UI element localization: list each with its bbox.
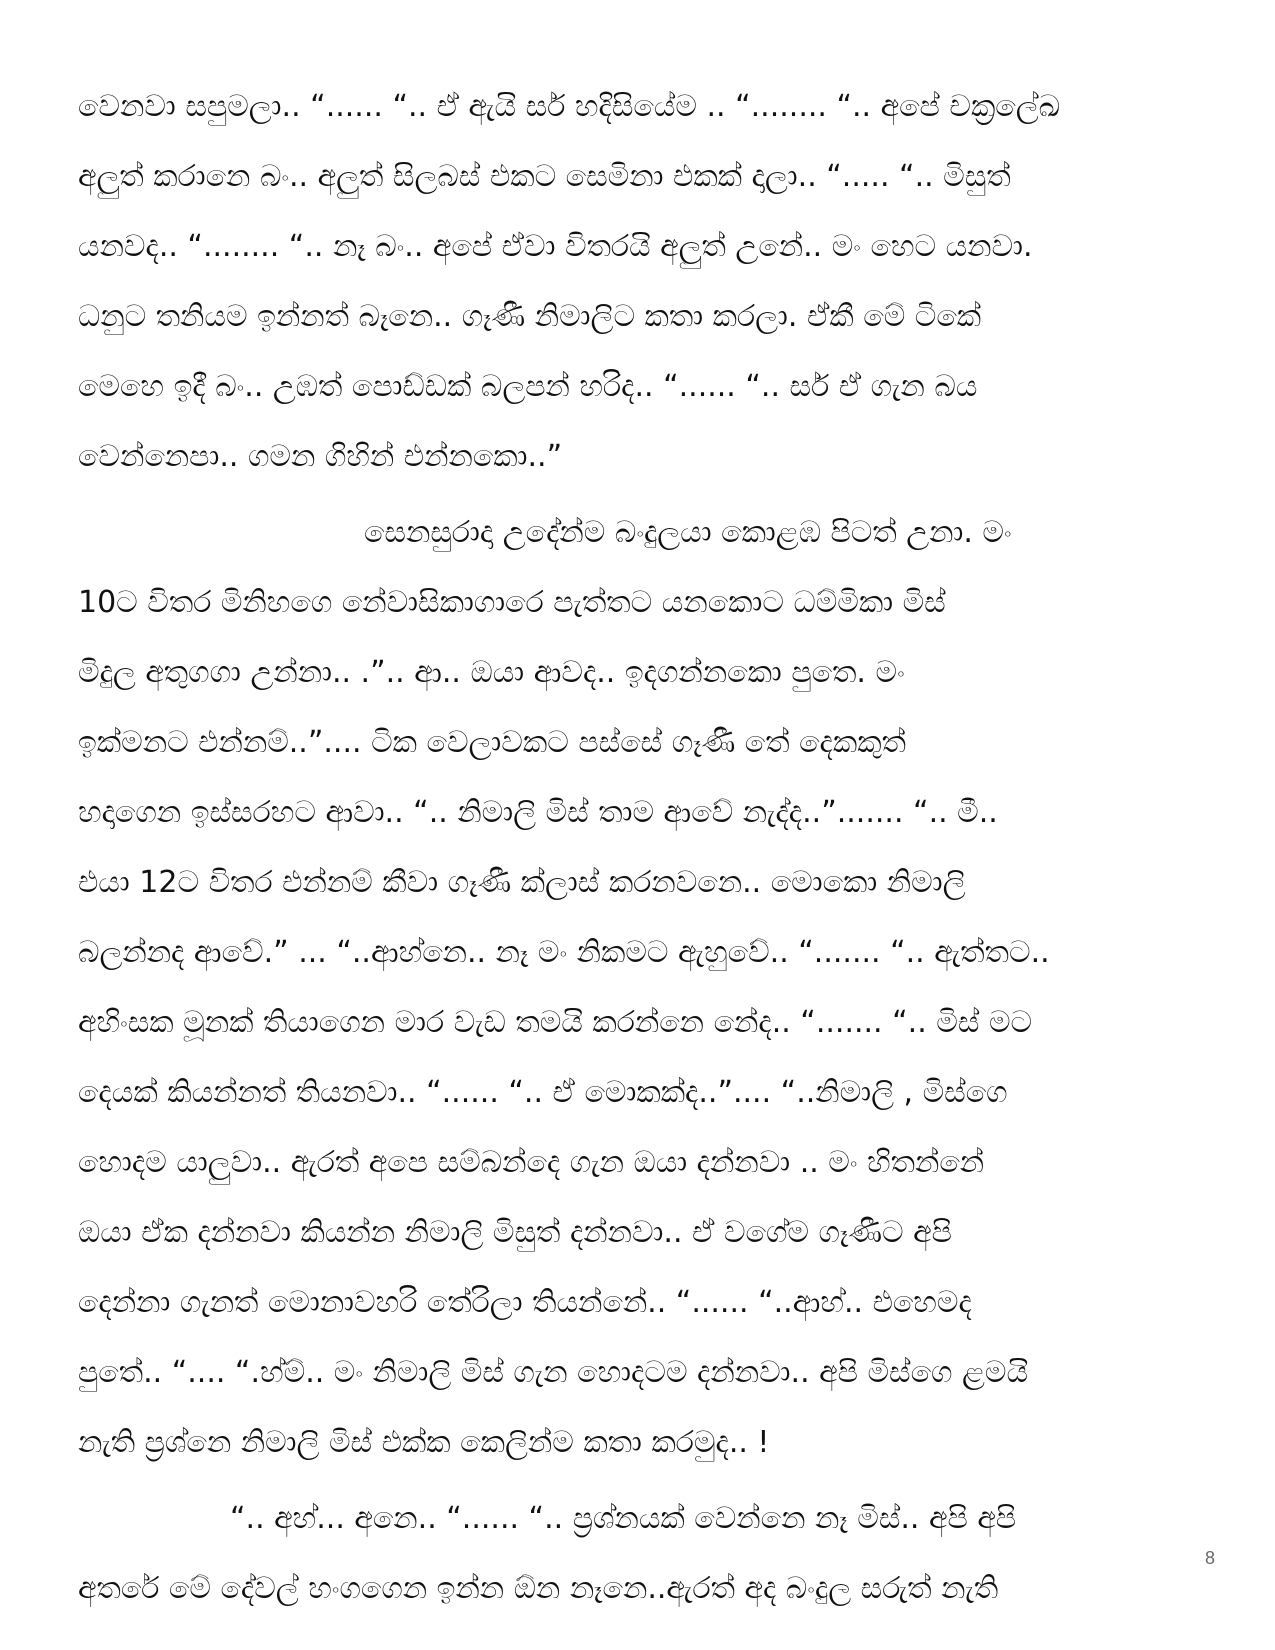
text-line: යනවද.. “........ “.. නෑ බං.. අපේ ඒවා විතරයි අලුත් උනේ.. මං හෙට යනවා.	[78, 229, 1033, 264]
text-line: අහිංසක මූනක් තියාගෙන මාර වැඩ තමයි කරන්නෙ නේද.. “....... “.. මිස් මට	[78, 1005, 1033, 1040]
text-line: මෙහෙ ඉදී බං.. උඹත් පොඩ්ඩක් බලපන් හරිද.. “...... “.. සර් ඒ ගැන බය	[78, 369, 978, 404]
text-line: ඔයා ඒක දන්නවා කියන්න නිමාලි මිසුත් දන්නවා.. ඒ වගේම ගෑණීට අපි	[78, 1215, 952, 1250]
text-line: නැති ප්‍රශ්නෙ නිමාලි මිස් එක්ක කෙලින්ම කතා කරමුද.. !	[78, 1425, 770, 1460]
text-line: වෙන්නෙපා.. ගමන ගිහින් එන්නකො..”	[78, 439, 563, 474]
paragraph-first-line: “.. අහ්... අනෙ.. “...... “.. ප්‍රශ්නයක් වෙන්නෙ නෑ මිස්.. අපි අපි	[230, 1501, 1017, 1536]
text-line: දෙන්නා ගැනත් මොනාවහරි තේරිලා තියන්නේ.. “...... “..ආහ්.. එහෙමද	[78, 1285, 972, 1320]
text-line: ඉක්මනට එන්නම්..”.... ටික වෙලාවකට පස්සේ ගෑණී තේ දෙකකුත්	[78, 725, 906, 760]
text-line: පුතේ.. “.... “.හ්ම්.. මං නිමාලි මිස් ගැන හොදටම දන්නවා.. අපි මිස්ගෙ ළමයි	[78, 1355, 1029, 1390]
document-body	[78, 72, 1208, 1624]
text-line: ධනුට තනියම ඉන්නත් බෑනෙ.. ගෑණී නිමාලිට කතා කරලා. ඒකී මේ ටිකේ	[78, 299, 982, 334]
text-line: අතරේ මේ දේවල් හංගගෙන ඉන්න ඕන නෑනෙ..ඇරත් අද බංදුල සරුත් නැති	[78, 1571, 999, 1606]
page-number: 8	[1204, 1548, 1215, 1568]
text-line: 10ට විතර මිනිහගෙ නේවාසිකාගාරෙ පැත්තට යනකොට ධම්මිකා මිස්	[78, 585, 946, 620]
text-line: අලුත් කරානෙ බං.. අලුත් සිලබස් එකට සෙමිනා එකක් දාලා.. “..... “.. මිසුත්	[78, 159, 1011, 194]
text-line: වෙනවා සපුමලා.. “...... “.. ඒ ඇයි සර් හදිසියේම .. “........ “.. අපේ චක්‍රලේඛ	[78, 89, 1061, 124]
text-line: මිදුල අතුගගා උන්නා.. .”.. ආ.. ඔයා ආවද.. ඉදගන්නකො පුතෙ. මං	[78, 655, 905, 690]
text-line: හදාගෙන ඉස්සරහට ආවා.. “.. නිමාලි මිස් තාම ආවේ නැද්ද..”....... “.. මී..	[78, 795, 998, 830]
paragraph-first-line: සෙනසුරාදා උදේන්ම බංදුලයා කොළඹ පිටත් උනා. මං	[364, 515, 1012, 550]
text-line: දෙයක් කියන්නත් තියනවා.. “...... “.. ඒ මොකක්ද..”.... “..නිමාලි , මිස්ගෙ	[78, 1075, 1008, 1110]
text-line: එයා 12ට විතර එන්නම් කීවා ගෑණී ක්ලාස් කරනවනෙ.. මොකො නිමාලි	[78, 865, 966, 900]
text-line: හොදම යාලුවා.. ඇරත් අපෙ සම්බන්දෙ ගැන ඔයා දන්නවා .. මං හිතන්නේ	[78, 1145, 985, 1180]
text-line: බලන්නද ආවේ.” ... “..ආහ්නෙ.. නෑ මං නිකමට ඇහුවේ.. “....... “.. ඇත්තට..	[78, 935, 1050, 970]
